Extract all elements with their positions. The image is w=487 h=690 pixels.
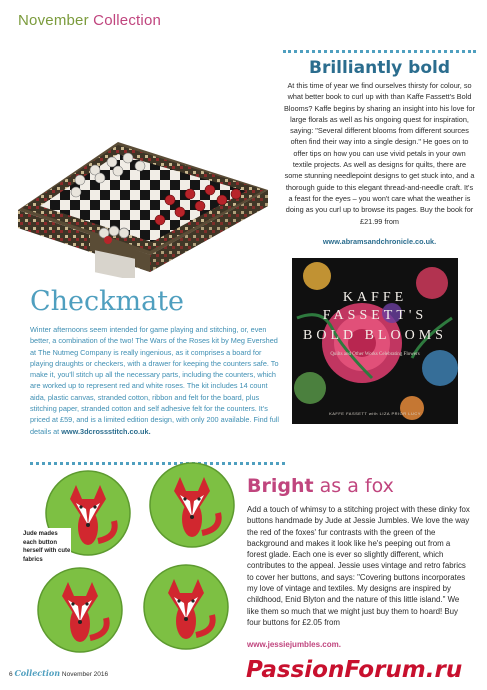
fox-link[interactable]: www.jessiejumbles.com. [247,640,341,649]
issue-date: November 2016 [61,671,109,678]
book-cover [292,258,458,424]
brilliantly-bold-title: Brilliantly bold [308,58,451,78]
book-subtitle: Quilts and Other Works Celebrating Flowers [330,352,420,357]
checkmate-body [30,324,285,437]
book-title-line2: FASSETT'S [322,308,428,323]
header-word-november: November [18,12,89,29]
checkmate-body-text: Winter afternoons seem intended for game playing and stitching, or, even better, a combination of the two! The Wars of the Roses kit by Meg Evershed at The Nutmeg Company is really ingenious, as it comprises a board for playing draughts or checkers, with a drawer for keeping the counters safe. To make it, you'll stitch up all the necessary parts, including the counters, which are worked up to represent red and white roses. The kit includes 14 count aida, plastic canvas, stranded cotton, ribbon and felt for the board, plus stitching paper, stranded cotton and self adhesive felt for the counters. It's priced at £59, and is a limited edition design, with only 200 available. Find full details at [30,325,280,436]
fox-title-rest: as a fox [313,475,394,497]
header-word-collection: Collection [93,12,162,29]
page-number: 6 [9,671,13,678]
book-authors: KAFFE FASSETT with LIZA PRIOR LUCY [329,411,421,416]
book-title-line3: BOLD BLOOMS [303,328,447,343]
section-header [18,12,161,29]
magazine-name: Collection [14,668,61,678]
fox-title-bold: Bright [247,475,314,497]
page-footer [9,668,108,678]
watermark: PassionForum.ru [246,657,463,683]
fox-photo-caption: Jude mades each button herself with cute fabrics [21,528,71,566]
fox-title [247,475,394,497]
brilliantly-bold-divider [283,50,476,53]
fox-body: Add a touch of whimsy to a stitching project with these dinky fox buttons handmade by Jude at Jessie Jumbles. We love the way the red of the foxes' fur contrasts with the green of the background and makes it look like he's peeping out from a forest glade. Each one is ever so slightly different, which contributes to the appeal. Jessie uses vintage and retro fabrics to cover her buttons, and says: "Covering buttons incorporates my love of vintage and textiles. My designs are inspired by childhood, Enid Blyton and the nature of this little island." We like them so much that we might just buy them to hoard! Buy four buttons for £2.05 from [247,505,470,627]
checkmate-title: Checkmate [30,286,185,317]
book-title-line1: KAFFE [342,290,408,305]
brilliantly-bold-body: At this time of year we find ourselves thirsty for colour, so what better book to curl up with than Kaffe Fassett's Bold Blooms? Kaffe begins by sharing an insight into his love for large florals as well as his ongoing quest for inspiration, saying: "Several different blooms from different sources often find their way into a single design." He goes on to offer tips on how you can use vivid petals in your own textile projects. As well as designs for quilts, there are some stunning needlepoint designs to get stuck into, and a thorough guide to this elegant thread-and-needle craft. It's a feast for the eyes – you won't care what the weather is doing as you curl up to browse its pages. Buy the book for £21.99 from [284,81,475,226]
checkmate-link[interactable]: www.3dcrossstitch.co.uk. [61,426,151,436]
brilliantly-bold-link[interactable]: www.abramsandchronicle.co.uk. [322,237,437,246]
chess-box-photo [0,50,275,278]
